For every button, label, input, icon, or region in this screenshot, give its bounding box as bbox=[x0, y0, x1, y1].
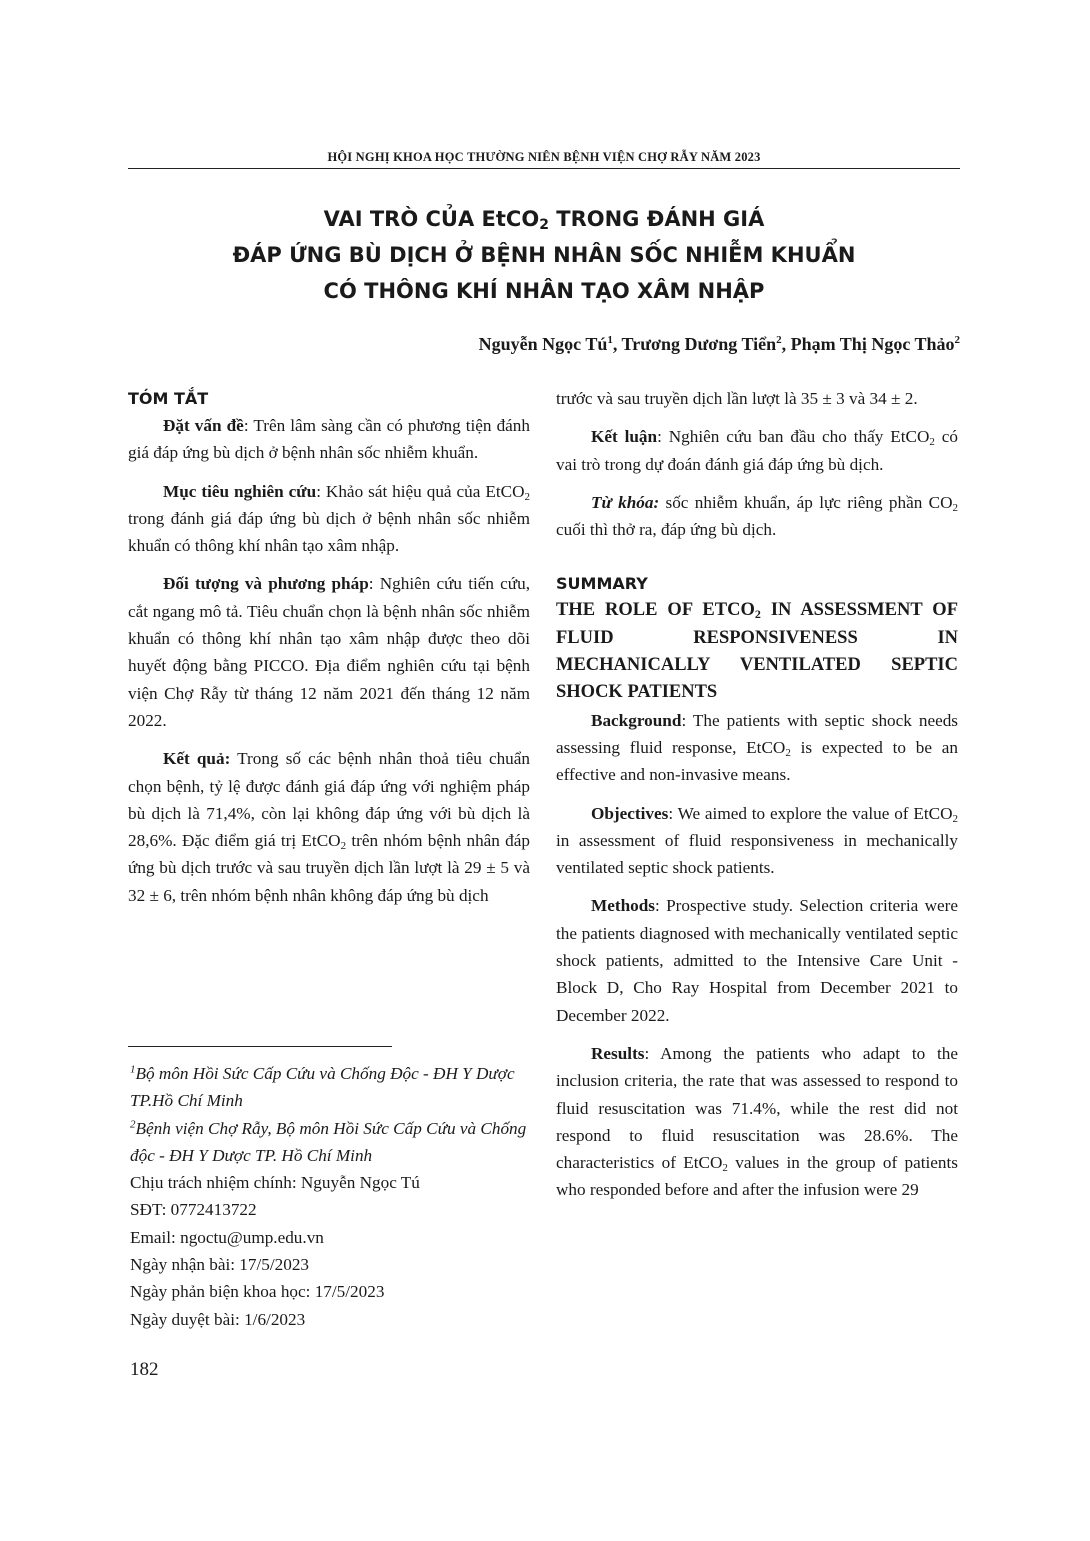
en-background-label: Background bbox=[591, 710, 682, 730]
vi-keywords-label: Từ khóa: bbox=[591, 492, 660, 512]
vi-results-paragraph bbox=[128, 745, 530, 909]
footnotes bbox=[130, 1060, 532, 1333]
header-rule bbox=[128, 168, 960, 169]
author-affiliation-mark: 2 bbox=[776, 334, 782, 346]
vi-results-continuation: trước và sau truyền dịch lần lượt là 35 ± 3 và 34 ± 2. bbox=[556, 389, 918, 408]
author-affiliation-mark: 1 bbox=[607, 334, 613, 346]
author-name: Trương Dương Tiển bbox=[621, 334, 777, 354]
en-abstract-heading: SUMMARY bbox=[556, 574, 648, 594]
affiliation-2-text: Bệnh viện Chợ Rẫy, Bộ môn Hồi Sức Cấp Cứu và Chống độc - ĐH Y Dược TP. Hồ Chí Minh bbox=[130, 1118, 527, 1165]
author-name: Phạm Thị Ngọc Thảo bbox=[790, 334, 955, 354]
footnote-rule bbox=[128, 1046, 392, 1047]
subscript: 2 bbox=[754, 607, 761, 622]
en-objectives-text: : We aimed to explore the value of EtCO bbox=[668, 803, 953, 823]
vi-methods-text: : Nghiên cứu tiến cứu, cắt ngang mô tả. Tiêu chuẩn chọn là bệnh nhân sốc nhiễm khuẩn có thông khí nhân tạo xâm nhập được theo dõi huyết động bằng PICCO. Địa điểm nghiên cứu tại bệnh viện Chợ Rẫy từ tháng 12 năm 2021 đến tháng 12 năm 2022. bbox=[128, 574, 530, 730]
vi-results-label: Kết quả: bbox=[163, 749, 231, 769]
subscript: 2 bbox=[952, 501, 958, 514]
email-address: Email: ngoctu@ump.edu.vn bbox=[130, 1227, 324, 1247]
date-accepted: Ngày duyệt bài: 1/6/2023 bbox=[130, 1309, 306, 1329]
vi-objective-text: : Khảo sát hiệu quả của EtCO bbox=[316, 481, 525, 501]
en-background-text-cont: is expected to be an effective and non-invasive means. bbox=[556, 737, 958, 785]
en-methods-label: Methods bbox=[591, 896, 655, 916]
title-line-2: ĐÁP ỨNG BÙ DỊCH Ở BỆNH NHÂN SỐC NHIỄM KHUẨN bbox=[232, 243, 856, 267]
title-subscript: 2 bbox=[539, 217, 549, 233]
title-line-1-pre: VAI TRÒ CỦA EtCO bbox=[323, 207, 540, 231]
en-objectives-label: Objectives bbox=[591, 803, 669, 823]
vi-keywords-paragraph bbox=[556, 489, 958, 544]
title-line-1 bbox=[128, 201, 960, 237]
author-affiliation-mark: 2 bbox=[954, 334, 960, 346]
vi-background-paragraph bbox=[128, 412, 530, 467]
vi-methods-paragraph bbox=[128, 570, 530, 734]
subscript: 2 bbox=[929, 436, 935, 449]
vi-results-text-cont: trên nhóm bệnh nhân đáp ứng bù dịch trước và sau truyền dịch lần lượt là 29 ± 5 và 32 ± 6, trên nhóm bệnh nhân không đáp ứng bù dịch bbox=[128, 831, 530, 905]
author-name: Nguyễn Ngọc Tú bbox=[478, 334, 608, 354]
title-line-3: CÓ THÔNG KHÍ NHÂN TẠO XÂM NHẬP bbox=[323, 279, 765, 303]
en-methods-text: : Prospective study. Selection criteria were the patients diagnosed with mechanically ventilated septic shock patients, admitted to the Intensive Care Unit - Block D, Cho Ray Hospital from December 2021 to December 2022. bbox=[556, 896, 958, 1025]
author-3 bbox=[791, 334, 960, 354]
vi-conclusion-paragraph bbox=[556, 423, 958, 478]
vi-conclusion-label: Kết luận bbox=[591, 427, 658, 447]
en-results-text-cont: values in the group of patients who responded before and after the infusion were 29 bbox=[556, 1153, 958, 1200]
vi-background-text: : Trên lâm sàng cần có phương tiện đánh giá đáp ứng bù dịch ở bệnh nhân sốc nhiễm khuẩn. bbox=[128, 416, 530, 463]
en-results-paragraph bbox=[556, 1040, 958, 1204]
vi-conclusion-text-cont: có vai trò trong dự đoán đánh giá đáp ứng bù dịch. bbox=[556, 427, 958, 474]
subscript: 2 bbox=[524, 490, 530, 503]
vi-conclusion-text: : Nghiên cứu ban đầu cho thấy EtCO bbox=[657, 427, 930, 447]
en-background-text: : The patients with septic shock needs assessing fluid response, EtCO bbox=[556, 710, 958, 757]
en-background-paragraph bbox=[556, 707, 958, 789]
author-separator: , bbox=[781, 334, 791, 354]
affiliation-mark: 2 bbox=[130, 1117, 136, 1130]
vi-methods-label: Đối tượng và phương pháp bbox=[163, 574, 369, 594]
vi-keywords-text-cont: cuối thì thở ra, đáp ứng bù dịch. bbox=[556, 520, 777, 540]
author-separator: , bbox=[612, 334, 622, 354]
vi-objective-text-cont: trong đánh giá đáp ứng bù dịch ở bệnh nhân sốc nhiễm khuẩn có thông khí nhân tạo xâm nhập. bbox=[128, 508, 530, 556]
date-reviewed: Ngày phản biện khoa học: 17/5/2023 bbox=[130, 1282, 385, 1302]
affiliation-2 bbox=[130, 1115, 532, 1170]
vi-results-text: Trong số các bệnh nhân thoả tiêu chuẩn chọn bệnh, tỷ lệ được đánh giá đáp ứng với nghiệm pháp bù dịch là 71,4%, còn lại không đáp ứng với bù dịch là 28,6%. Đặc điểm giá trị EtCO bbox=[128, 749, 530, 851]
subscript: 2 bbox=[952, 812, 958, 825]
en-objectives-paragraph bbox=[556, 800, 958, 882]
en-objectives-text-cont: in assessment of fluid responsiveness in mechanically ventilated septic shock patients. bbox=[556, 830, 958, 878]
en-results-text: : Among the patients who adapt to the inclusion criteria, the rate that was assessed to respond to fluid resuscitation was 71.4%, while the rest did not respond to fluid resuscitation was 28.6%. The characteristics of EtCO bbox=[556, 1043, 958, 1173]
phone-number: SĐT: 0772413722 bbox=[130, 1200, 257, 1220]
responsible-author: Chịu trách nhiệm chính: Nguyễn Ngọc Tú bbox=[130, 1173, 420, 1193]
right-column bbox=[556, 385, 958, 1204]
article-title bbox=[128, 201, 960, 309]
running-header: HỘI NGHỊ KHOA HỌC THƯỜNG NIÊN BỆNH VIỆN CHỢ RẪY NĂM 2023 bbox=[327, 150, 761, 164]
left-column bbox=[128, 385, 530, 909]
vi-objective-label: Mục tiêu nghiên cứu bbox=[163, 481, 317, 501]
author-2 bbox=[622, 334, 791, 354]
vi-abstract-heading: TÓM TẮT bbox=[128, 389, 209, 408]
vi-background-label: Đặt vấn đề bbox=[163, 416, 244, 435]
affiliation-1 bbox=[130, 1060, 532, 1115]
page-number: 182 bbox=[130, 1359, 159, 1380]
subscript: 2 bbox=[340, 840, 347, 853]
subscript: 2 bbox=[785, 746, 791, 759]
vi-objective-paragraph bbox=[128, 478, 530, 560]
en-title-text: THE ROLE OF ETCO bbox=[556, 600, 755, 621]
date-received: Ngày nhận bài: 17/5/2023 bbox=[130, 1255, 310, 1275]
subscript: 2 bbox=[722, 1162, 728, 1175]
affiliation-1-text: Bộ môn Hồi Sức Cấp Cứu và Chống Độc - ĐH Y Dược TP.Hồ Chí Minh bbox=[130, 1064, 515, 1111]
en-results-label: Results bbox=[591, 1043, 645, 1063]
en-methods-paragraph bbox=[556, 892, 958, 1028]
vi-keywords-text: sốc nhiễm khuẩn, áp lực riêng phần CO bbox=[659, 492, 953, 512]
affiliation-mark: 1 bbox=[130, 1063, 136, 1076]
author-list bbox=[479, 334, 960, 355]
author-1 bbox=[479, 334, 622, 354]
title-line-1-post: TRONG ĐÁNH GIÁ bbox=[548, 207, 765, 231]
en-title-text-cont: IN ASSESSMENT OF FLUID RESPONSIVENESS IN MECHANICALLY VENTILATED SEPTIC SHOCK PATIENTS bbox=[556, 600, 958, 703]
en-article-title bbox=[556, 597, 958, 706]
